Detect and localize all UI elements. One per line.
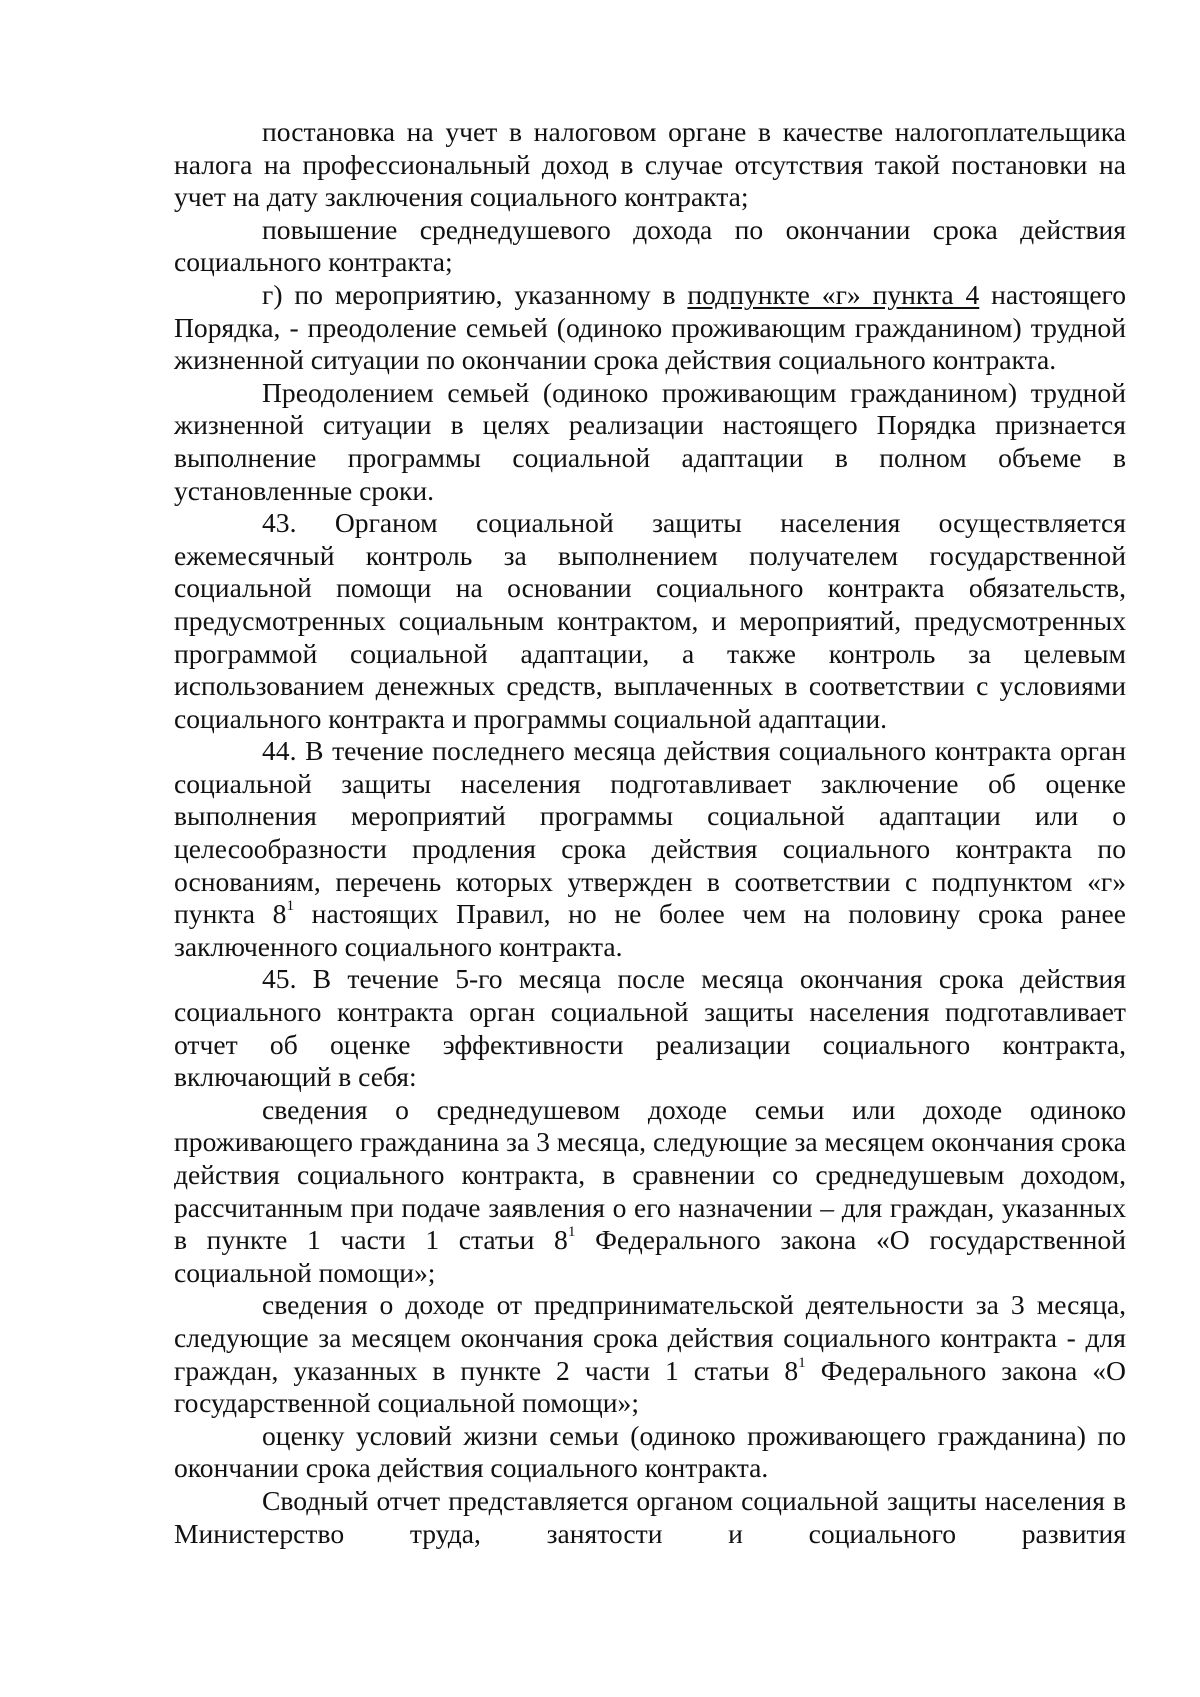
- paragraph-43: 43. Органом социальной защиты населения осуществляется ежемесячный контроль за выполнением получателем государственной социальной помощи на основании социального контракта обязательств, предусмотренных социальным контрактом, и мероприятий, предусмотренных программой социальной адаптации, а также контроль за целевым использованием денежных средств, выплаченных в соответствии с условиями социального контракта и программы социальной адаптации.: [174, 507, 1126, 734]
- paragraph-tax-registration: постановка на учет в налоговом органе в качестве налогоплательщика налога на профессиональный доход в случае отсутствия такой постановки на учет на дату заключения социального контракта;: [174, 116, 1126, 213]
- paragraph-overcoming-definition: Преодолением семьей (одиноко проживающим гражданином) трудной жизненной ситуации в целях реализации настоящего Порядка признается выполнение программы социальной адаптации в полном объеме в установленные сроки.: [174, 376, 1126, 506]
- paragraph-average-income-end: Федерального закона «О государственной социальной помощи»;: [174, 1224, 1126, 1288]
- superscript: 1: [798, 1353, 806, 1371]
- paragraph-living-conditions: оценку условий жизни семьи (одиноко проживающего гражданина) по окончании срока действия социального контракта.: [174, 1419, 1126, 1484]
- paragraph-average-income-start: сведения о среднедушевом доходе семьи или доходе одиноко проживающего гражданина за 3 месяца, следующие за месяцем окончания срока действия социального контракта, в сравнении со среднедушевым доходом, рассчитанным при подаче заявления о его назначении – для граждан, указанных в пункте 1 части 1 статьи 8: [174, 1093, 1126, 1256]
- subpoint-g-point-4-link[interactable]: подпункте «г» пункта 4: [687, 278, 980, 310]
- paragraph-44-start: 44. В течение последнего месяца действия социального контракта орган социальной защиты населения подготавливает заключение об оценке выполнения мероприятий программы социальной адаптации или о целесообразности продления срока действия социального контракта по основаниям, перечень которых утвержден в соответствии с подпунктом «г» пункта 8: [174, 735, 1126, 930]
- paragraph-44: [174, 735, 1126, 963]
- paragraph-summary-report: Сводный отчет представляется органом социальной защиты населения в Министерство труда, занятости и социального развития: [174, 1484, 1126, 1549]
- paragraph-business-income-info: [174, 1289, 1126, 1419]
- paragraph-average-income-info: [174, 1094, 1126, 1290]
- paragraph-item-g-end: настоящего Порядка, - преодоление семьей (одиноко проживающим гражданином) трудной жизненной ситуации по окончании срока действия социального контракта.: [174, 278, 1126, 376]
- superscript: 1: [286, 897, 295, 915]
- superscript: 1: [567, 1223, 576, 1241]
- document-page: [174, 116, 1126, 1550]
- paragraph-business-income-start: сведения о доходе от предпринимательской деятельности за 3 месяца, следующие за месяцем окончания срока действия социального контракта - для граждан, указанных в пункте 2 части 1 статьи 8: [174, 1289, 1126, 1386]
- paragraph-item-g: [174, 279, 1126, 377]
- paragraph-business-income-end: Федерального закона «О государственной социальной помощи»;: [174, 1354, 1126, 1419]
- paragraph-income-increase: повышение среднедушевого дохода по окончании срока действия социального контракта;: [174, 213, 1126, 278]
- paragraph-44-end: настоящих Правил, но не более чем на половину срока ранее заключенного социального контракта.: [174, 898, 1126, 962]
- paragraph-item-g-start: г) по мероприятию, указанному в: [262, 278, 688, 310]
- paragraph-45: 45. В течение 5-го месяца после месяца окончания срока действия социального контракта орган социальной защиты населения подготавливает отчет об оценке эффективности реализации социального контракта, включающий в себя:: [174, 963, 1126, 1093]
